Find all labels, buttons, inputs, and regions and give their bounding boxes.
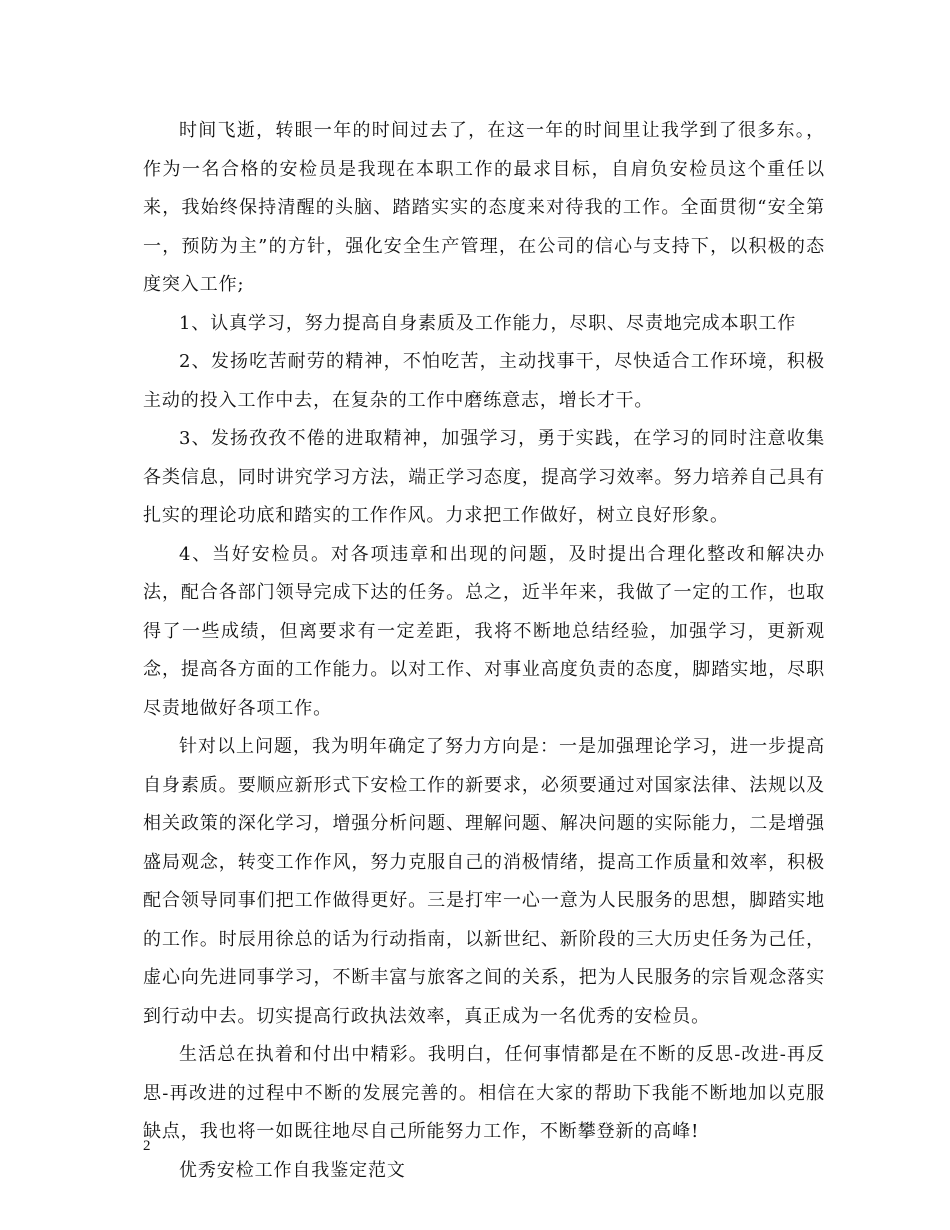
paragraph-item-4: 4、当好安检员。对各项违章和出现的问题，及时提出合理化整改和解决办法，配合各部门领导完成下达的任务。总之，近半年来，我做了一定的工作，也取得了一些成绩，但离要求有一定差距，我将不断地总结经验，加强学习，更新观念，提高各方面的工作能力。以对工作、对事业高度负责的态度，脚踏实地，尽职尽责地做好各项工作。 — [143, 543, 825, 719]
document-body — [143, 112, 825, 1190]
paragraph-intro: 时间飞逝，转眼一年的时间过去了，在这一年的时间里让我学到了很多东。，作为一名合格的安检员是我现在本职工作的最求目标，自肩负安检员这个重任以来，我始终保持清醒的头脑、踏踏实实的态度来对待我的工作。全面贯彻“安全第一，预防为主”的方针，强化安全生产管理，在公司的信心与支持下，以积极的态度突入工作; — [143, 120, 825, 295]
paragraph-item-3: 3、发扬孜孜不倦的进取精神，加强学习，勇于实践，在学习的同时注意收集各类信息，同时讲究学习方法，端正学习态度，提高学习效率。努力培养自己具有扎实的理论功底和踏实的工作作风。力求把工作做好，树立良好形象。 — [143, 428, 825, 526]
paragraph-next-title: 优秀安检工作自我鉴定范文 — [179, 1159, 406, 1181]
paragraph-closing: 生活总在执着和付出中精彩。我明白，任何事情都是在不断的反思-改进-再反思-再改进的过程中不断的发展完善的。相信在大家的帮助下我能不断地加以克服缺点，我也将一如既往地尽自己所能努力工作，不断攀登新的高峰! — [143, 1044, 825, 1142]
page-number: 2 — [143, 1138, 151, 1154]
paragraph-item-2: 2、发扬吃苦耐劳的精神，不怕吃苦，主动找事干，尽快适合工作环境，积极主动的投入工作中去，在复杂的工作中磨练意志，增长才干。 — [143, 351, 825, 411]
paragraph-item-1: 1、认真学习，努力提高自身素质及工作能力，尽职、尽责地完成本职工作 — [179, 312, 797, 334]
paragraph-plan: 针对以上问题，我为明年确定了努力方向是：一是加强理论学习，进一步提高自身素质。要顺应新形式下安检工作的新要求，必须要通过对国家法律、法规以及相关政策的深化学习，增强分析问题、理解问题、解决问题的实际能力，二是增强盛局观念，转变工作作风，努力克服自己的消极情绪，提高工作质量和效率，积极配合领导同事们把工作做得更好。三是打牢一心一意为人民服务的思想，脚踏实地的工作。时辰用徐总的话为行动指南，以新世纪、新阶段的三大历史任务为己任，虚心向先进同事学习，不断丰富与旅客之间的关系，把为人民服务的宗旨观念落实到行动中去。切实提高行政执法效率，真正成为一名优秀的安检员。 — [143, 736, 825, 1027]
